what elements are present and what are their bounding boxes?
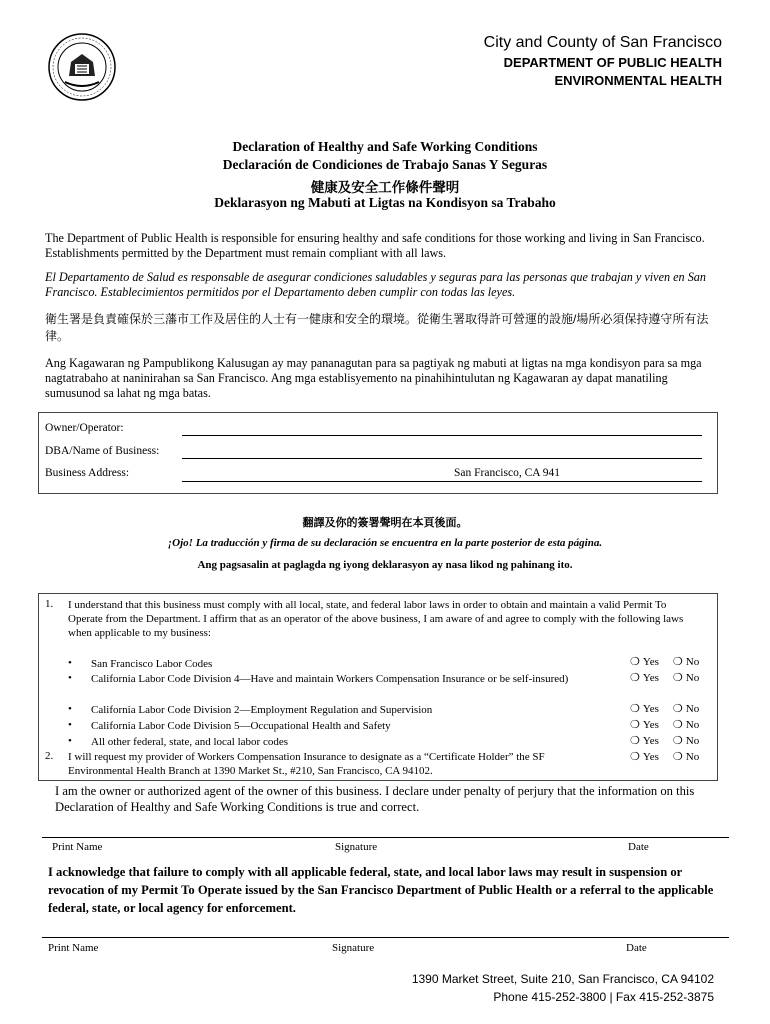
yes-label: Yes [642,656,659,668]
note-chinese: 翻譯及你的簽署聲明在本頁後面。 [302,517,468,529]
division-name: ENVIRONMENTAL HEALTH [554,73,722,88]
yes-no-row-2 [630,671,699,684]
yes-no-row-5 [630,734,699,747]
note-tagalog: Ang pagsasalin at paglagda ng iyong deklarasyon ay nasa likod ng pahinang ito. [197,559,573,571]
no-label: No [685,672,700,684]
intro-chinese: 衛生署是負責確保於三藩市工作及居住的人士有一健康和安全的環境。從衛生署取得許可營運的設施/場所必須保持遵守所有法律。 [45,312,709,343]
print-name-label: Print Name [48,942,99,954]
item-1-text: I understand that this business must comply with all local, state, and federal labor laws in order to obtain and maintain a valid Permit To Operate from the Department. I affirm that as an operator of the above business, I am aware of and agree to comply with the following laws when applicable to my business: [68,599,684,639]
yes-label: Yes [642,719,659,731]
city-name: City and County of San Francisco [483,34,722,51]
business-address-value: San Francisco, CA 941 [454,467,561,479]
no-radio[interactable]: ❍ [672,672,683,684]
no-label: No [685,735,700,747]
title-tagalog: Deklarasyon ng Mabuti at Ligtas na Kondisyon sa Trabaho [214,195,556,210]
acknowledgement-statement: I acknowledge that failure to comply with all applicable federal, state, and local labor laws may result in suspension or revocation of my Permit To Operate issued by the San Francisco Department of Public Health or a referral to the applicable federal, state, or local agency for enforcement. [48,865,714,915]
law-item-division-5: California Labor Code Division 5—Occupational Health and Safety [91,720,391,732]
business-address-field[interactable] [182,481,702,482]
yes-label: Yes [642,703,659,715]
intro-spanish: El Departamento de Salud es responsable de asegurar condiciones saludables y seguras para las personas que trabajan y viven en San Francisco. Establecimientos permitidos por el Departamento deben cumplir con todas las leyes. [45,270,706,299]
no-radio[interactable]: ❍ [672,703,683,715]
law-item-division-4: California Labor Code Division 4—Have and maintain Workers Compensation Insurance or be self-insured) [91,673,569,685]
footer-phone-fax: Phone 415-252-3800 | Fax 415-252-3875 [493,990,714,1004]
yes-label: Yes [642,735,659,747]
signature-line-2[interactable] [42,937,729,938]
law-item-other-codes: All other federal, state, and local labor codes [91,736,289,748]
item-1-number: 1. [45,598,54,610]
title-chinese: 健康及安全工作條件聲明 [310,180,460,195]
print-name-label: Print Name [52,841,103,853]
bullet-marker: • [68,703,72,715]
dba-label: DBA/Name of Business: [45,445,160,457]
signature-label: Signature [335,841,378,853]
no-radio[interactable]: ❍ [672,656,683,668]
bullet-marker: • [68,672,72,684]
title-english: Declaration of Healthy and Safe Working Conditions [232,139,538,154]
yes-radio[interactable]: ❍ [630,751,640,763]
footer-address: 1390 Market Street, Suite 210, San Francisco, CA 94102 [411,972,714,986]
business-address-label: Business Address: [45,467,130,479]
no-radio[interactable]: ❍ [672,719,683,731]
bullet-marker: • [68,719,72,731]
no-radio[interactable]: ❍ [672,735,683,747]
law-item-sf-labor-codes: San Francisco Labor Codes [91,658,213,670]
note-spanish: ¡Ojo! La traducción y firma de su declaración se encuentra en la parte posterior de esta página. [167,537,603,549]
city-seal-logo [47,32,117,102]
yes-label: Yes [642,751,659,763]
item-2-text: I will request my provider of Workers Compensation Insurance to designate as a “Certificate Holder” the SF Environmental Health Branch at 1390 Market St., #210, San Francisco, CA 94102. [68,751,545,777]
signature-line-1[interactable] [42,837,729,838]
intro-tagalog: Ang Kagawaran ng Pampublikong Kalusugan ay may pananagutan para sa pagtiyak ng mabuti at ligtas na mga kondisyon para sa mga nagtatrabaho at naninirahan sa San Francisco. Ang mga establisyemento na pinahihintulutan ng Kagawaran ay dapat manatiling sumusunod sa lahat ng mga batas. [45,356,702,400]
no-label: No [685,751,700,763]
yes-no-row-4 [630,718,699,731]
date-label: Date [628,841,649,853]
yes-radio[interactable]: ❍ [630,735,640,747]
dba-field[interactable] [182,458,702,459]
bullet-marker: • [68,735,72,747]
yes-no-row-3 [630,702,699,715]
yes-radio[interactable]: ❍ [630,672,640,684]
no-label: No [685,719,700,731]
no-radio[interactable]: ❍ [672,751,683,763]
law-item-division-2: California Labor Code Division 2—Employment Regulation and Supervision [91,704,433,716]
yes-no-row-1 [630,655,699,668]
no-label: No [685,703,700,715]
yes-radio[interactable]: ❍ [630,703,640,715]
bullet-marker: • [68,657,72,669]
date-label: Date [626,942,647,954]
yes-radio[interactable]: ❍ [630,656,640,668]
intro-english: The Department of Public Health is responsible for ensuring healthy and safe conditions for those working and living in San Francisco. Establishments permitted by the Department must remain compliant with all laws. [45,231,705,260]
department-name: DEPARTMENT OF PUBLIC HEALTH [503,55,722,70]
declaration-statement: I am the owner or authorized agent of the owner of this business. I declare under penalty of perjury that the information on this Declaration of Healthy and Safe Working Conditions is true and correct. [55,784,695,814]
item-2-number: 2. [45,750,54,762]
yes-no-row-6 [630,750,699,763]
title-spanish: Declaración de Condiciones de Trabajo Sanas Y Seguras [222,157,548,172]
signature-label: Signature [332,942,375,954]
owner-operator-field[interactable] [182,435,702,436]
no-label: No [685,656,700,668]
owner-operator-label: Owner/Operator: [45,422,124,434]
yes-radio[interactable]: ❍ [630,719,640,731]
yes-label: Yes [642,672,659,684]
